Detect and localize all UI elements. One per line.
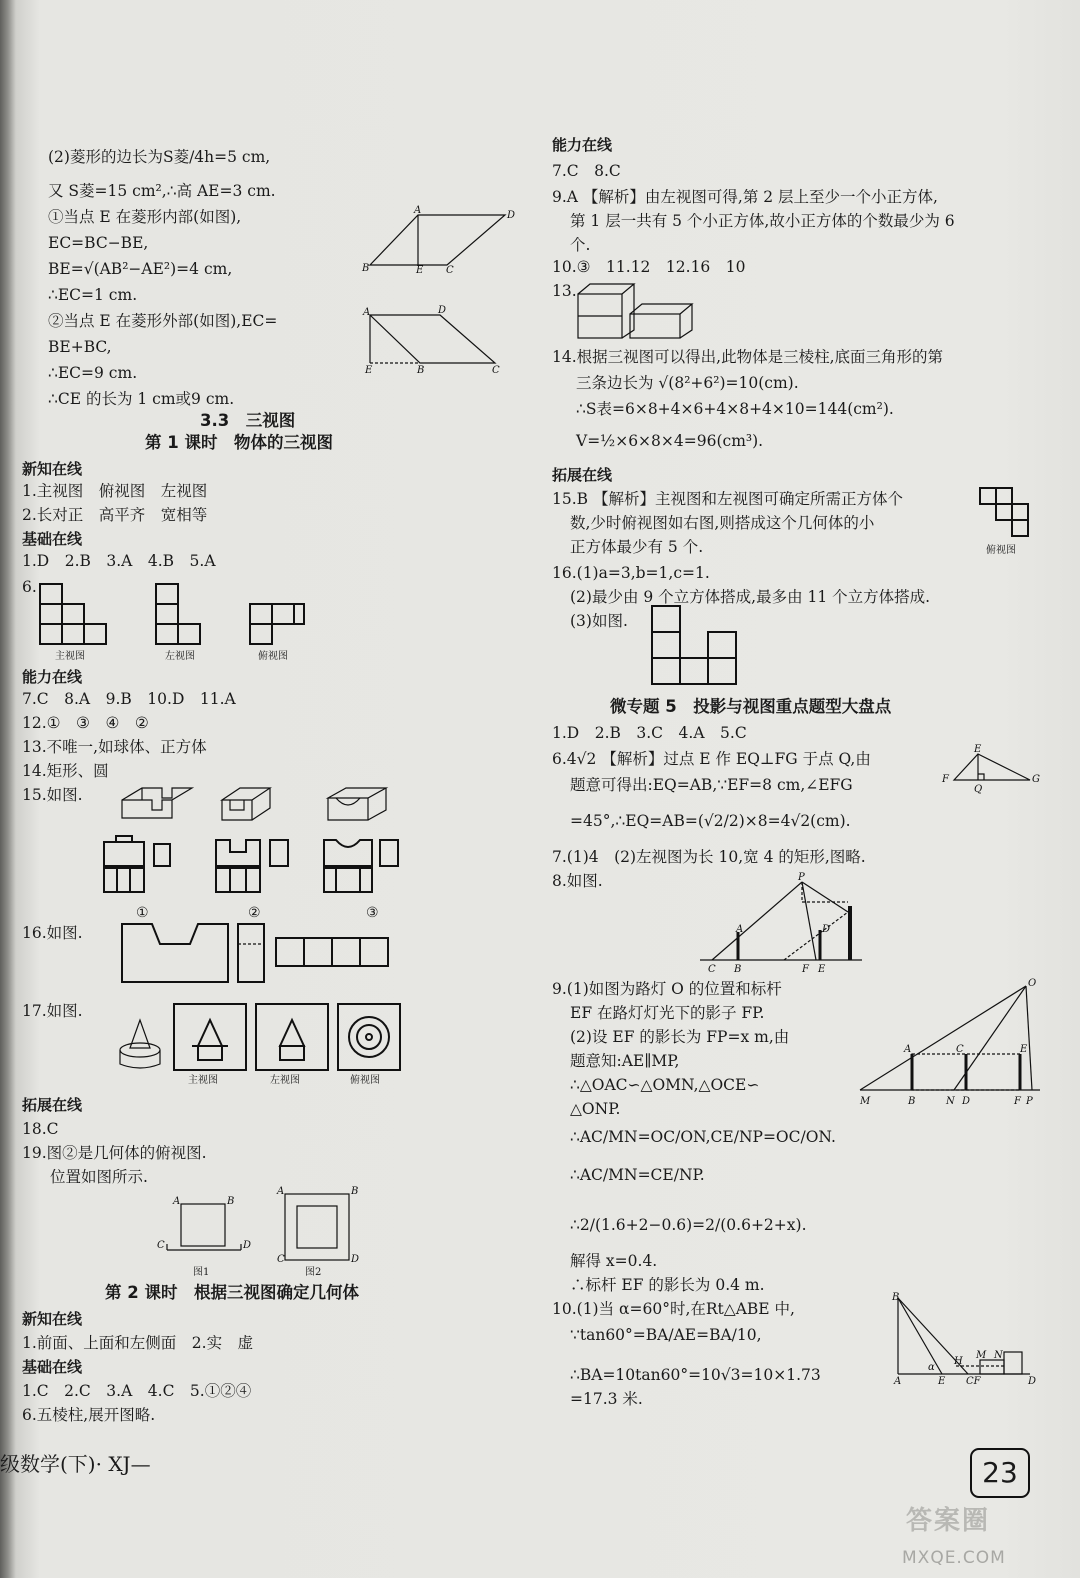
q15-solids-figure — [100, 780, 400, 910]
svg-text:D: D — [962, 1096, 971, 1107]
answer-line: 14.矩形、圆 — [22, 762, 109, 780]
caption: 俯视图 — [350, 1075, 380, 1086]
answer-line: 12.① ③ ④ ② — [22, 714, 149, 732]
caption: 俯视图 — [986, 545, 1016, 556]
caption: 图2 — [305, 1267, 322, 1278]
answer-line: =45°,∴EQ=AB=(√2/2)×8=4√2(cm). — [570, 812, 851, 830]
left-line: BE+BC, — [48, 338, 112, 356]
left-line: ②当点 E 在菱形外部(如图),EC= — [48, 312, 278, 330]
answer-line: 6.五棱柱,展开图略. — [22, 1406, 156, 1424]
svg-text:F: F — [942, 774, 949, 785]
answer-line: 第 1 层一共有 5 个小正方体,故小正方体的个数最少为 6 — [570, 212, 955, 230]
q8-lamp-shadow-figure — [698, 872, 868, 976]
q16-front-view-figure — [650, 604, 770, 686]
page-number: 23 — [970, 1448, 1030, 1498]
answer-line: 8.如图. — [552, 872, 603, 890]
section-heading: 新知在线 — [22, 460, 83, 478]
answer-line: 14.根据三视图可以得出,此物体是三棱柱,底面三角形的第 — [552, 348, 944, 366]
figure-label: ① — [136, 905, 149, 921]
answer-line: 7.(1)4 (2)左视图为长 10,宽 4 的矩形,图略. — [552, 848, 866, 866]
section-heading: 基础在线 — [22, 530, 83, 548]
q19-position-figure — [155, 1186, 370, 1276]
lesson-title: 第 2 课时 根据三视图确定几何体 — [105, 1283, 359, 1302]
svg-text:P: P — [1026, 1096, 1033, 1107]
footer-book-title: 级数学(下)· XJ— — [0, 1452, 151, 1476]
svg-text:E: E — [1020, 1044, 1028, 1055]
svg-text:H: H — [954, 1356, 963, 1367]
answer-line: 9.A 【解析】由左视图可得,第 2 层上至少一个小正方体, — [552, 188, 938, 206]
answer-line: 7.C 8.C — [552, 162, 621, 180]
answer-line: 6. — [22, 578, 37, 596]
svg-text:D: D — [351, 1254, 360, 1265]
svg-text:E: E — [818, 964, 826, 975]
svg-text:CF: CF — [966, 1376, 981, 1387]
answer-line: ∴AC/MN=OC/ON,CE/NP=OC/ON. — [570, 1128, 836, 1146]
svg-text:D: D — [1028, 1376, 1037, 1387]
svg-text:α: α — [928, 1362, 935, 1373]
q6-triangle-figure — [940, 744, 1040, 796]
section-heading: 能力在线 — [552, 136, 613, 154]
svg-text:A: A — [277, 1186, 285, 1197]
answer-line: ∵tan60°=BA/AE=BA/10, — [570, 1326, 762, 1344]
svg-text:M: M — [976, 1350, 987, 1361]
svg-text:O: O — [1028, 978, 1037, 989]
svg-text:B: B — [351, 1186, 359, 1197]
answer-line: 1.前面、上面和左侧面 2.实 虚 — [22, 1334, 254, 1352]
q15-top-view-figure — [978, 486, 1038, 544]
left-line: EC=BC−BE, — [48, 234, 149, 252]
svg-text:E: E — [416, 265, 424, 276]
answer-line: 个. — [570, 236, 591, 254]
answer-line: 1.C 2.C 3.A 4.C 5.①②④ — [22, 1382, 252, 1400]
svg-text:F: F — [1014, 1096, 1021, 1107]
answer-line: 17.如图. — [22, 1002, 83, 1020]
svg-text:A: A — [363, 307, 371, 318]
svg-text:D: D — [438, 305, 447, 316]
rhombus-figure-inside — [360, 205, 520, 275]
answer-line: 19.图②是几何体的俯视图. — [22, 1144, 207, 1162]
q13-blocks-figure — [576, 280, 696, 342]
section-heading: 基础在线 — [22, 1358, 83, 1376]
svg-text:A: A — [904, 1044, 912, 1055]
q9-streetlight-figure — [856, 976, 1046, 1112]
svg-text:F: F — [802, 964, 809, 975]
q10-angle-figure — [880, 1290, 1040, 1386]
answer-line: 题意可得出:EQ=AB,∵EF=8 cm,∠EFG — [570, 776, 853, 794]
svg-text:C: C — [708, 964, 716, 975]
answer-line: ∴标杆 EF 的影长为 0.4 m. — [570, 1276, 765, 1294]
answer-line: 9.(1)如图为路灯 O 的位置和标杆 — [552, 980, 782, 998]
answer-line: 1.D 2.B 3.A 4.B 5.A — [22, 552, 216, 570]
answer-line: 16.(1)a=3,b=1,c=1. — [552, 564, 710, 582]
answer-line: ∴S表=6×8+4×6+4×8+4×10=144(cm²). — [576, 400, 894, 418]
caption: 俯视图 — [258, 651, 288, 662]
answer-line: 15.如图. — [22, 786, 83, 804]
svg-text:B: B — [227, 1196, 235, 1207]
svg-text:A: A — [173, 1196, 181, 1207]
left-line: ∴EC=1 cm. — [48, 286, 138, 304]
svg-text:A: A — [894, 1376, 902, 1387]
answer-line: ∴2/(1.6+2−0.6)=2/(0.6+2+x). — [570, 1216, 807, 1234]
answer-line: V=½×6×8×4=96(cm³). — [576, 432, 764, 450]
left-line: ∴CE 的长为 1 cm或9 cm. — [48, 390, 235, 408]
watermark-url: MXQE.COM — [902, 1548, 1006, 1568]
svg-text:A: A — [736, 924, 744, 935]
svg-text:A: A — [414, 205, 422, 216]
answer-line: 位置如图所示. — [50, 1168, 148, 1186]
q17-views-figure — [116, 1000, 406, 1080]
watermark-logo: 答案圈 — [906, 1506, 991, 1536]
section-heading: 新知在线 — [22, 1310, 83, 1328]
section-heading: 拓展在线 — [22, 1096, 83, 1114]
answer-line: 三条边长为 √(8²+6²)=10(cm). — [576, 374, 799, 392]
left-line: ①当点 E 在菱形内部(如图), — [48, 208, 242, 226]
svg-text:C: C — [157, 1240, 165, 1251]
answer-line: ∴AC/MN=CE/NP. — [570, 1166, 705, 1184]
svg-text:C: C — [956, 1044, 964, 1055]
answer-line: EF 在路灯灯光下的影子 FP. — [570, 1004, 765, 1022]
answer-line: 1.D 2.B 3.C 4.A 5.C — [552, 724, 747, 742]
svg-text:Q: Q — [974, 784, 983, 795]
svg-text:C: C — [492, 365, 500, 376]
q16-views-figure — [120, 922, 400, 986]
answer-line: (2)设 EF 的影长为 FP=x m,由 — [570, 1028, 790, 1046]
answer-line: 题意知:AE∥MP, — [570, 1052, 680, 1070]
answer-line: 解得 x=0.4. — [570, 1252, 658, 1270]
svg-text:E: E — [365, 365, 373, 376]
svg-text:M: M — [860, 1096, 871, 1107]
answer-line: ∴BA=10tan60°=10√3=10×1.73 — [570, 1366, 821, 1384]
svg-text:B: B — [734, 964, 742, 975]
answer-line: 18.C — [22, 1120, 59, 1138]
caption: 主视图 — [55, 651, 85, 662]
caption: 主视图 — [188, 1075, 218, 1086]
answer-line: 数,少时俯视图如右图,则搭成这个几何体的小 — [570, 514, 875, 532]
svg-text:N: N — [946, 1096, 955, 1107]
section-title: 3.3 三视图 — [200, 411, 296, 430]
svg-text:P: P — [798, 872, 805, 883]
svg-text:N: N — [994, 1350, 1003, 1361]
topic-title: 微专题 5 投影与视图重点题型大盘点 — [610, 697, 892, 716]
left-line: ∴EC=9 cm. — [48, 364, 138, 382]
figure-label: ③ — [366, 905, 379, 921]
svg-text:C: C — [446, 265, 454, 276]
svg-text:B: B — [892, 1292, 900, 1303]
caption: 左视图 — [165, 651, 195, 662]
svg-text:E: E — [938, 1376, 946, 1387]
answer-line: 6.4√2 【解析】过点 E 作 EQ⊥FG 于点 Q,由 — [552, 750, 871, 768]
answer-line: 1.主视图 俯视图 左视图 — [22, 482, 208, 500]
figure-label: ② — [248, 905, 261, 921]
answer-line: 13. — [552, 282, 577, 300]
caption: 左视图 — [270, 1075, 300, 1086]
left-line: 又 S菱=15 cm²,∴高 AE=3 cm. — [48, 182, 276, 200]
section-heading: 拓展在线 — [552, 466, 613, 484]
svg-text:B: B — [908, 1096, 916, 1107]
answer-line: 13.不唯一,如球体、正方体 — [22, 738, 207, 756]
answer-line: (2)最少由 9 个立方体搭成,最多由 11 个立方体搭成. — [570, 588, 931, 606]
svg-text:D: D — [507, 210, 516, 221]
svg-text:C: C — [277, 1254, 285, 1265]
left-line: (2)菱形的边长为S菱/4h=5 cm, — [48, 148, 271, 166]
lesson-title: 第 1 课时 物体的三视图 — [145, 433, 333, 452]
svg-text:G: G — [1032, 774, 1040, 785]
answer-line: 16.如图. — [22, 924, 83, 942]
answer-line: △ONP. — [570, 1100, 621, 1118]
caption: 图1 — [193, 1267, 210, 1278]
answer-line: 7.C 8.A 9.B 10.D 11.A — [22, 690, 236, 708]
rhombus-figure-outside — [360, 305, 510, 375]
answer-line: 正方体最少有 5 个. — [570, 538, 704, 556]
answer-line: 2.长对正 高平齐 宽相等 — [22, 506, 208, 524]
answer-line: ∴△OAC∽△OMN,△OCE∽ — [570, 1076, 760, 1094]
left-line: BE=√(AB²−AE²)=4 cm, — [48, 260, 233, 278]
answer-line: 10.(1)当 α=60°时,在Rt△ABE 中, — [552, 1300, 795, 1318]
svg-text:D: D — [243, 1240, 252, 1251]
answer-line: =17.3 米. — [570, 1390, 643, 1408]
svg-text:E: E — [974, 744, 982, 755]
svg-text:B: B — [362, 263, 370, 274]
answer-line: (3)如图. — [570, 612, 628, 630]
svg-text:B: B — [417, 365, 425, 376]
section-heading: 能力在线 — [22, 668, 83, 686]
answer-line: 10.③ 11.12 12.16 10 — [552, 258, 746, 276]
answer-line: 15.B 【解析】主视图和左视图可确定所需正方体个 — [552, 490, 903, 508]
svg-text:D: D — [822, 924, 831, 935]
